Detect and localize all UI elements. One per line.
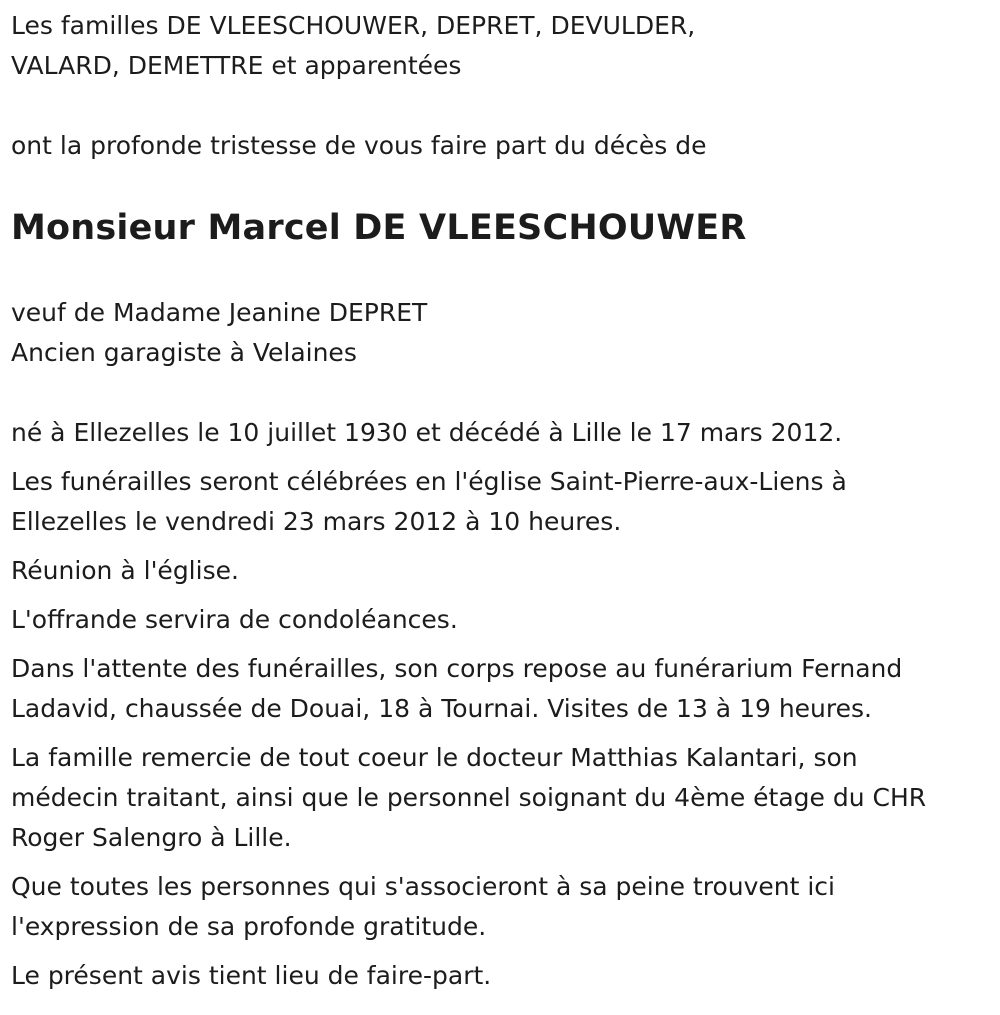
notice-line: Le présent avis tient lieu de faire-part. [11, 961, 492, 990]
thanks-line-1: La famille remercie de tout coeur le docteur Matthias Kalantari, son [11, 743, 858, 772]
announcement-text: ont la profonde tristesse de vous faire part du décès de [11, 131, 707, 160]
notice-paragraph [11, 956, 996, 996]
viewing-paragraph [11, 649, 996, 729]
thanks-paragraph [11, 738, 996, 858]
birth-death-line: né à Ellezelles le 10 juillet 1930 et décédé à Lille le 17 mars 2012. [11, 418, 843, 447]
families-block [11, 6, 996, 86]
spouse-line: veuf de Madame Jeanine DEPRET [11, 298, 428, 327]
offering-line: L'offrande servira de condoléances. [11, 605, 458, 634]
viewing-line-1: Dans l'attente des funérailles, son corps repose au funérarium Fernand [11, 654, 903, 683]
profession-line: Ancien garagiste à Velaines [11, 338, 357, 367]
birth-death-paragraph [11, 413, 996, 453]
thanks-line-2: médecin traitant, ainsi que le personnel soignant du 4ème étage du CHR [11, 783, 927, 812]
thanks-line-3: Roger Salengro à Lille. [11, 823, 292, 852]
families-line-1: Les familles DE VLEESCHOUWER, DEPRET, DEVULDER, [11, 11, 696, 40]
gratitude-line-2: l'expression de sa profonde gratitude. [11, 912, 487, 941]
gratitude-paragraph [11, 867, 996, 947]
viewing-line-2: Ladavid, chaussée de Douai, 18 à Tournai. Visites de 13 à 19 heures. [11, 694, 872, 723]
funeral-line-2: Ellezelles le vendredi 23 mars 2012 à 10 heures. [11, 507, 622, 536]
deceased-details [11, 293, 996, 373]
funeral-paragraph [11, 462, 996, 542]
obituary-notice [11, 0, 996, 1005]
deceased-name: Monsieur Marcel DE VLEESCHOUWER [11, 208, 747, 248]
offering-paragraph [11, 600, 996, 640]
meeting-paragraph [11, 551, 996, 591]
meeting-line: Réunion à l'église. [11, 556, 239, 585]
gratitude-line-1: Que toutes les personnes qui s'associeront à sa peine trouvent ici [11, 872, 835, 901]
funeral-line-1: Les funérailles seront célébrées en l'église Saint-Pierre-aux-Liens à [11, 467, 847, 496]
obituary-body [11, 413, 996, 996]
families-line-2: VALARD, DEMETTRE et apparentées [11, 51, 462, 80]
